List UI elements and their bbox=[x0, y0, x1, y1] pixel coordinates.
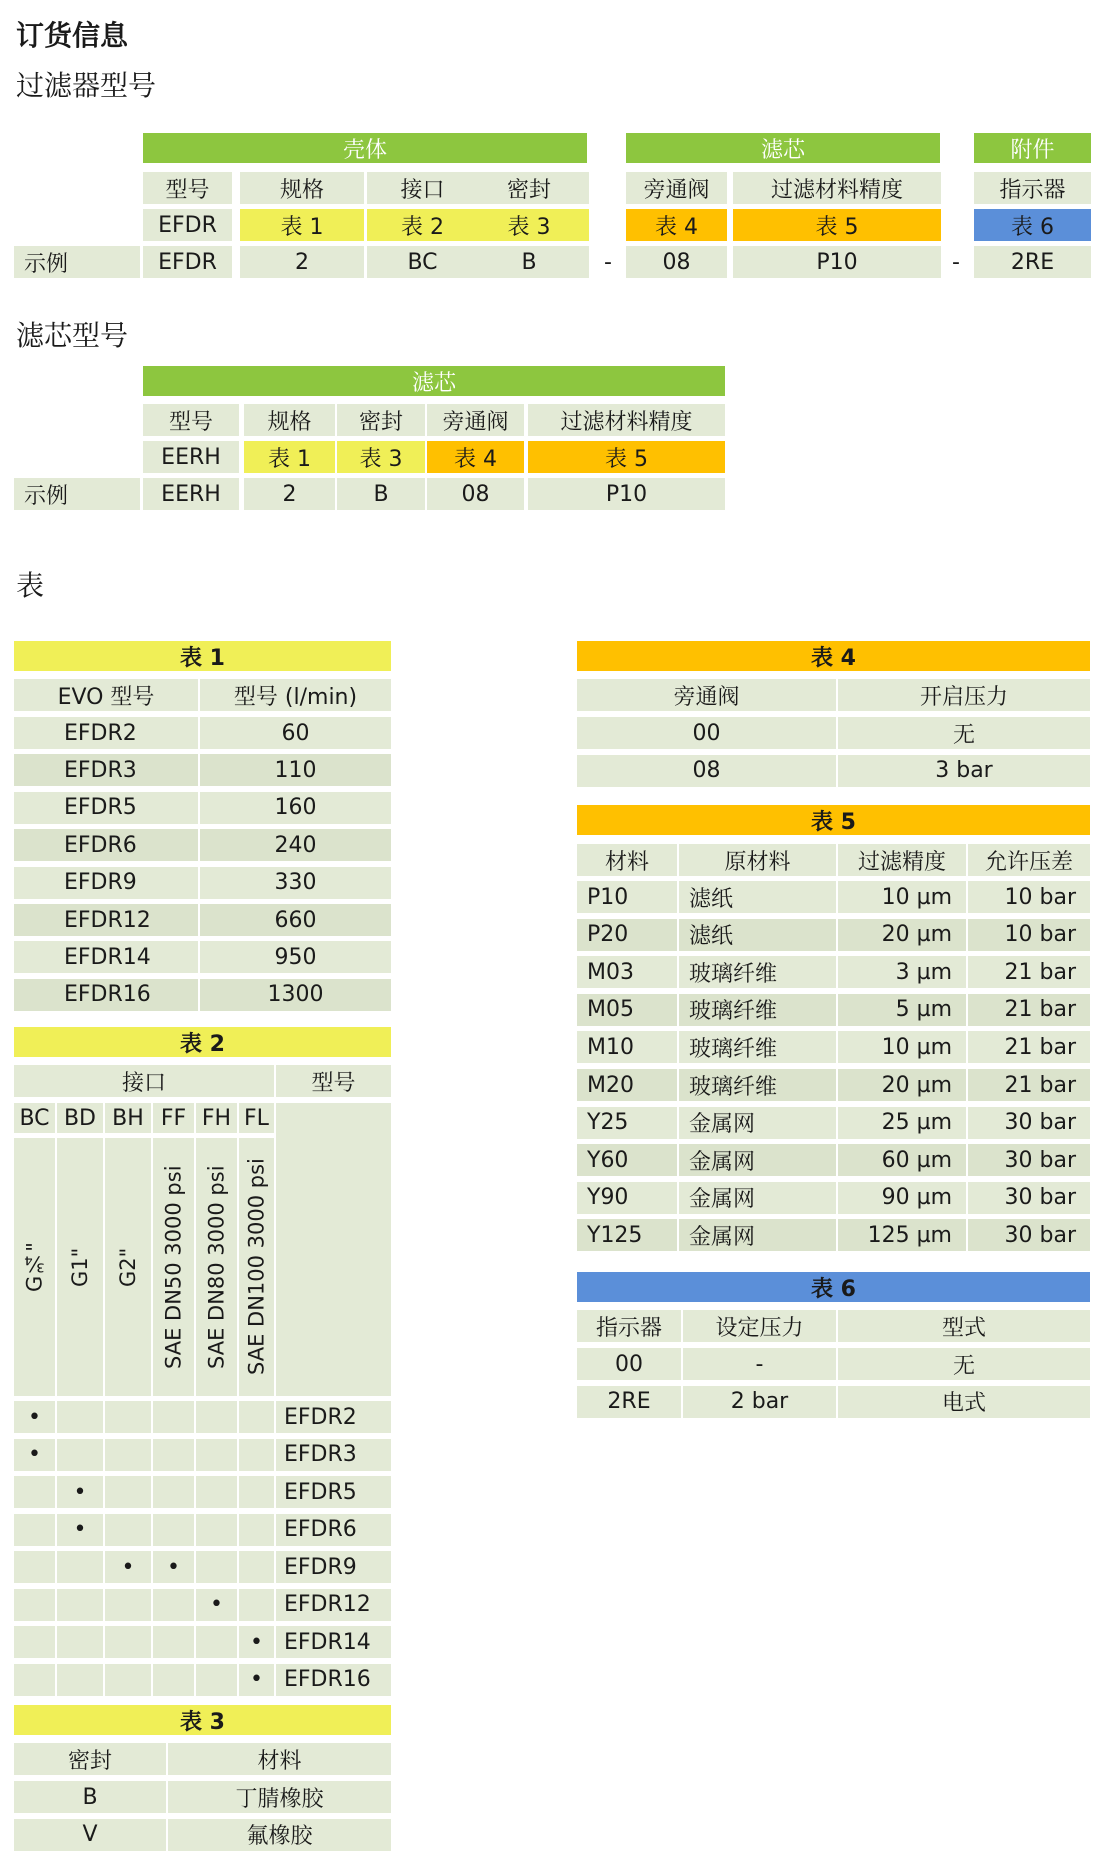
table1-row-flow: 160 bbox=[200, 792, 391, 824]
table6-cell: 2RE bbox=[577, 1386, 681, 1418]
table2-empty bbox=[153, 1401, 194, 1433]
table4-bypass: 08 bbox=[577, 755, 836, 787]
table1-row-model: EFDR16 bbox=[14, 979, 198, 1011]
table2-empty bbox=[196, 1401, 237, 1433]
table2-code: BD bbox=[57, 1103, 103, 1133]
table5-dp: 21 bar bbox=[968, 1031, 1090, 1063]
filter-ref: 表 2 bbox=[367, 209, 478, 241]
table2-mark: • bbox=[57, 1514, 103, 1546]
table2-header-port: 接口 bbox=[14, 1065, 274, 1097]
table5-header: 允许压差 bbox=[968, 844, 1090, 876]
table2-row-model: EFDR14 bbox=[276, 1626, 391, 1658]
table1-row-flow: 240 bbox=[200, 829, 391, 861]
table5-raw: 滤纸 bbox=[679, 919, 836, 951]
table5-precision: 25 µm bbox=[838, 1107, 966, 1139]
element-ref: 表 4 bbox=[427, 441, 524, 473]
table2-empty bbox=[196, 1626, 237, 1658]
table5-precision: 20 µm bbox=[838, 919, 966, 951]
table2-empty bbox=[57, 1551, 103, 1583]
table2-mark: • bbox=[14, 1401, 55, 1433]
table5-code: M10 bbox=[577, 1031, 677, 1063]
table5-raw: 金属网 bbox=[679, 1107, 836, 1139]
table5-code: M20 bbox=[577, 1069, 677, 1101]
element-example: EERH bbox=[143, 478, 239, 510]
table2-empty bbox=[14, 1626, 55, 1658]
table2-empty bbox=[14, 1551, 55, 1583]
table5-code: M03 bbox=[577, 956, 677, 988]
table2-code: FH bbox=[196, 1103, 237, 1133]
table3-material: 氟橡胶 bbox=[168, 1819, 391, 1851]
filter-example: 2RE bbox=[974, 246, 1091, 278]
table6-header: 型式 bbox=[838, 1310, 1090, 1342]
table5-code: P10 bbox=[577, 881, 677, 913]
group-accessory: 附件 bbox=[974, 133, 1091, 163]
table5-precision: 10 µm bbox=[838, 1031, 966, 1063]
table2-empty bbox=[105, 1476, 151, 1508]
table5-code: Y60 bbox=[577, 1144, 677, 1176]
element-model-heading: 滤芯型号 bbox=[16, 319, 129, 352]
table1-row-model: EFDR3 bbox=[14, 754, 198, 786]
dash-separator: - bbox=[952, 249, 960, 275]
filter-col-header: 过滤材料精度 bbox=[733, 172, 941, 204]
table2-spec: G¾" bbox=[14, 1138, 55, 1396]
table5-code: M05 bbox=[577, 994, 677, 1026]
example-label: 示例 bbox=[14, 478, 140, 510]
table2-empty bbox=[57, 1626, 103, 1658]
table2-empty bbox=[14, 1664, 55, 1696]
table2-row-model: EFDR6 bbox=[276, 1514, 391, 1546]
table5-raw: 玻璃纤维 bbox=[679, 956, 836, 988]
element-col-header: 规格 bbox=[244, 404, 335, 436]
filter-col-header: 规格 bbox=[240, 172, 364, 204]
table5-precision: 20 µm bbox=[838, 1069, 966, 1101]
table2-title: 表 2 bbox=[14, 1027, 391, 1057]
table5-precision: 60 µm bbox=[838, 1144, 966, 1176]
table3-title: 表 3 bbox=[14, 1705, 391, 1735]
filter-ref: 表 5 bbox=[733, 209, 941, 241]
table2-code: FL bbox=[239, 1103, 274, 1133]
table2-empty bbox=[239, 1476, 274, 1508]
filter-example: 08 bbox=[626, 246, 727, 278]
group-element: 滤芯 bbox=[626, 133, 940, 163]
table1-row-model: EFDR2 bbox=[14, 717, 198, 749]
table1-row-model: EFDR6 bbox=[14, 829, 198, 861]
table2-spec: SAE DN50 3000 psi bbox=[153, 1138, 194, 1396]
table2-code: BC bbox=[14, 1103, 55, 1133]
table2-spec: SAE DN80 3000 psi bbox=[196, 1138, 237, 1396]
table2-row-model: EFDR9 bbox=[276, 1551, 391, 1583]
table5-header: 材料 bbox=[577, 844, 677, 876]
table2-empty bbox=[57, 1664, 103, 1696]
element-ref: 表 3 bbox=[337, 441, 425, 473]
element-example: 08 bbox=[427, 478, 524, 510]
table2-empty bbox=[239, 1439, 274, 1471]
table6-title: 表 6 bbox=[577, 1272, 1090, 1302]
table2-mark: • bbox=[153, 1551, 194, 1583]
table2-empty bbox=[14, 1589, 55, 1621]
table2-empty bbox=[57, 1401, 103, 1433]
table2-row-model: EFDR5 bbox=[276, 1476, 391, 1508]
table2-empty bbox=[105, 1514, 151, 1546]
table2-empty bbox=[153, 1476, 194, 1508]
filter-model-heading: 过滤器型号 bbox=[16, 69, 157, 102]
table2-row-model: EFDR16 bbox=[276, 1664, 391, 1696]
table2-row-model: EFDR2 bbox=[276, 1401, 391, 1433]
element-example: B bbox=[337, 478, 425, 510]
table2-empty bbox=[153, 1514, 194, 1546]
filter-ref: EFDR bbox=[143, 209, 232, 241]
table6-cell: - bbox=[683, 1348, 836, 1380]
table5-code: P20 bbox=[577, 919, 677, 951]
table6-cell: 2 bar bbox=[683, 1386, 836, 1418]
table2-empty bbox=[153, 1439, 194, 1471]
table3-seal: B bbox=[14, 1781, 166, 1813]
table2-empty bbox=[153, 1589, 194, 1621]
table4-title: 表 4 bbox=[577, 641, 1090, 671]
table2-empty bbox=[196, 1439, 237, 1471]
table2-mark: • bbox=[105, 1551, 151, 1583]
table5-header: 过滤精度 bbox=[838, 844, 966, 876]
table2-empty bbox=[196, 1551, 237, 1583]
table2-code: BH bbox=[105, 1103, 151, 1133]
table5-precision: 125 µm bbox=[838, 1219, 966, 1251]
table5-raw: 金属网 bbox=[679, 1144, 836, 1176]
table4-bypass: 00 bbox=[577, 717, 836, 749]
table5-raw: 滤纸 bbox=[679, 881, 836, 913]
table5-raw: 金属网 bbox=[679, 1182, 836, 1214]
table1-row-flow: 1300 bbox=[200, 979, 391, 1011]
table5-precision: 10 µm bbox=[838, 881, 966, 913]
table1-row-flow: 60 bbox=[200, 717, 391, 749]
table5-dp: 30 bar bbox=[968, 1182, 1090, 1214]
element-example: P10 bbox=[528, 478, 725, 510]
table6-cell: 无 bbox=[838, 1348, 1090, 1380]
table5-precision: 90 µm bbox=[838, 1182, 966, 1214]
element-example: 2 bbox=[244, 478, 335, 510]
table5-dp: 21 bar bbox=[968, 956, 1090, 988]
table5-dp: 30 bar bbox=[968, 1144, 1090, 1176]
table2-empty bbox=[14, 1476, 55, 1508]
dash-separator: - bbox=[604, 249, 612, 275]
element-ref: 表 5 bbox=[528, 441, 725, 473]
table2-mark: • bbox=[239, 1626, 274, 1658]
table2-empty bbox=[196, 1476, 237, 1508]
element-ref: 表 1 bbox=[244, 441, 335, 473]
table1-row-flow: 110 bbox=[200, 754, 391, 786]
filter-example: EFDR bbox=[143, 246, 232, 278]
table5-precision: 5 µm bbox=[838, 994, 966, 1026]
table1-title: 表 1 bbox=[14, 641, 391, 671]
table2-row-model: EFDR3 bbox=[276, 1439, 391, 1471]
table1-header: 型号 (l/min) bbox=[200, 679, 391, 711]
table2-model-spacer bbox=[276, 1103, 391, 1396]
table4-header: 旁通阀 bbox=[577, 679, 836, 711]
table5-raw: 玻璃纤维 bbox=[679, 1031, 836, 1063]
table2-row-model: EFDR12 bbox=[276, 1589, 391, 1621]
table1-row-flow: 950 bbox=[200, 941, 391, 973]
element-col-header: 型号 bbox=[143, 404, 239, 436]
page-title: 订货信息 bbox=[16, 19, 129, 52]
filter-ref: 表 6 bbox=[974, 209, 1091, 241]
table2-empty bbox=[196, 1514, 237, 1546]
filter-example: P10 bbox=[733, 246, 941, 278]
filter-ref: 表 4 bbox=[626, 209, 727, 241]
table3-header: 材料 bbox=[168, 1743, 391, 1775]
table6-cell: 00 bbox=[577, 1348, 681, 1380]
table5-precision: 3 µm bbox=[838, 956, 966, 988]
table2-mark: • bbox=[196, 1589, 237, 1621]
filter-example: B bbox=[469, 246, 589, 278]
table6-cell: 电式 bbox=[838, 1386, 1090, 1418]
table2-empty bbox=[14, 1514, 55, 1546]
table2-empty bbox=[57, 1589, 103, 1621]
table5-dp: 10 bar bbox=[968, 919, 1090, 951]
element-col-header: 密封 bbox=[337, 404, 425, 436]
table2-empty bbox=[153, 1664, 194, 1696]
filter-ref: 表 3 bbox=[469, 209, 589, 241]
table2-empty bbox=[105, 1626, 151, 1658]
table5-raw: 金属网 bbox=[679, 1219, 836, 1251]
table5-raw: 玻璃纤维 bbox=[679, 1069, 836, 1101]
element-ref: EERH bbox=[143, 441, 239, 473]
table2-spec: G2" bbox=[105, 1138, 151, 1396]
element-col-header: 旁通阀 bbox=[427, 404, 524, 436]
table4-header: 开启压力 bbox=[838, 679, 1090, 711]
table2-spec: G1" bbox=[57, 1138, 103, 1396]
table2-mark: • bbox=[14, 1439, 55, 1471]
filter-col-header: 型号 bbox=[143, 172, 232, 204]
table5-dp: 10 bar bbox=[968, 881, 1090, 913]
table5-code: Y25 bbox=[577, 1107, 677, 1139]
table5-title: 表 5 bbox=[577, 805, 1090, 835]
table2-mark: • bbox=[239, 1664, 274, 1696]
tables-heading: 表 bbox=[16, 569, 45, 602]
table4-pressure: 3 bar bbox=[838, 755, 1090, 787]
table6-header: 设定压力 bbox=[683, 1310, 836, 1342]
table3-material: 丁腈橡胶 bbox=[168, 1781, 391, 1813]
filter-col-header: 指示器 bbox=[974, 172, 1091, 204]
table3-seal: V bbox=[14, 1819, 166, 1851]
filter-col-header: 旁通阀 bbox=[626, 172, 727, 204]
table1-row-model: EFDR14 bbox=[14, 941, 198, 973]
table5-dp: 30 bar bbox=[968, 1107, 1090, 1139]
table1-row-model: EFDR9 bbox=[14, 867, 198, 899]
table5-dp: 21 bar bbox=[968, 1069, 1090, 1101]
group-housing: 壳体 bbox=[143, 133, 587, 163]
table5-header: 原材料 bbox=[679, 844, 836, 876]
table2-empty bbox=[239, 1551, 274, 1583]
table2-header-model: 型号 bbox=[276, 1065, 391, 1097]
table2-spec: SAE DN100 3000 psi bbox=[239, 1138, 274, 1396]
filter-example: BC bbox=[367, 246, 478, 278]
table2-empty bbox=[153, 1626, 194, 1658]
table2-empty bbox=[196, 1664, 237, 1696]
table1-row-flow: 660 bbox=[200, 904, 391, 936]
table2-empty bbox=[105, 1439, 151, 1471]
table2-code: FF bbox=[153, 1103, 194, 1133]
table2-empty bbox=[105, 1589, 151, 1621]
table5-code: Y125 bbox=[577, 1219, 677, 1251]
element-col-header: 过滤材料精度 bbox=[528, 404, 725, 436]
table2-empty bbox=[239, 1401, 274, 1433]
table2-mark: • bbox=[57, 1476, 103, 1508]
filter-col-header: 接口 bbox=[367, 172, 478, 204]
filter-ref: 表 1 bbox=[240, 209, 364, 241]
table2-empty bbox=[105, 1401, 151, 1433]
table4-pressure: 无 bbox=[838, 717, 1090, 749]
filter-example: 2 bbox=[240, 246, 364, 278]
table1-row-flow: 330 bbox=[200, 867, 391, 899]
table5-dp: 30 bar bbox=[968, 1219, 1090, 1251]
table2-empty bbox=[239, 1589, 274, 1621]
example-label: 示例 bbox=[14, 246, 140, 278]
table5-code: Y90 bbox=[577, 1182, 677, 1214]
element-group: 滤芯 bbox=[143, 366, 725, 396]
table1-row-model: EFDR12 bbox=[14, 904, 198, 936]
table2-empty bbox=[57, 1439, 103, 1471]
table6-header: 指示器 bbox=[577, 1310, 681, 1342]
table2-empty bbox=[105, 1664, 151, 1696]
table1-header: EVO 型号 bbox=[14, 679, 198, 711]
table1-row-model: EFDR5 bbox=[14, 792, 198, 824]
filter-col-header: 密封 bbox=[469, 172, 589, 204]
table3-header: 密封 bbox=[14, 1743, 166, 1775]
table5-dp: 21 bar bbox=[968, 994, 1090, 1026]
table5-raw: 玻璃纤维 bbox=[679, 994, 836, 1026]
table2-empty bbox=[239, 1514, 274, 1546]
